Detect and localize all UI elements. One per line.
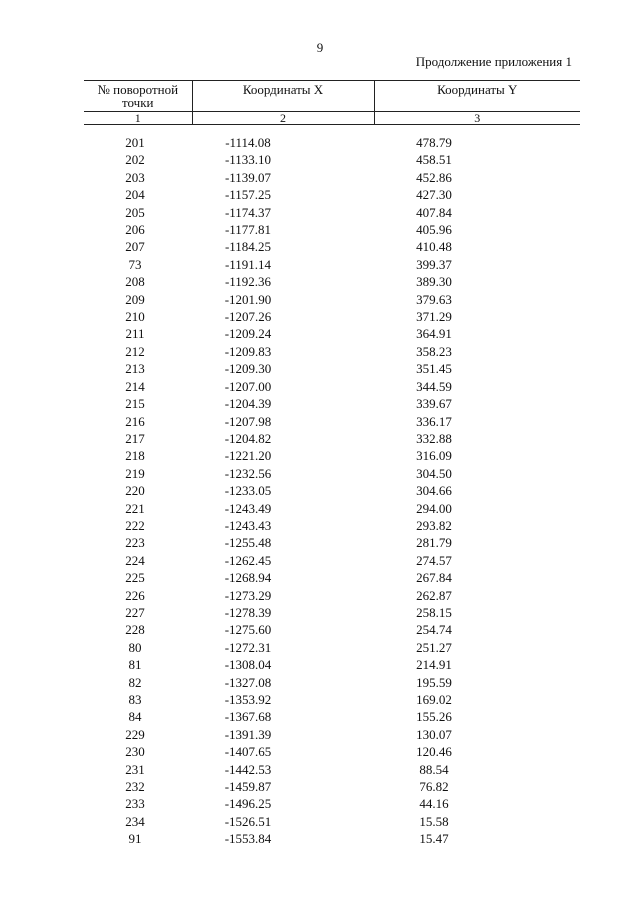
cell-coord-y: 15.47 — [419, 831, 449, 847]
cell-coord-y: 410.48 — [416, 239, 452, 255]
cell-coord-y: 15.58 — [419, 813, 449, 829]
cell-coord-x: -1221.20 — [224, 448, 272, 464]
table-row — [84, 813, 580, 830]
cell-point-number: 205 — [125, 204, 145, 220]
cell-point-number: 222 — [125, 517, 145, 533]
cell-point-number: 232 — [125, 779, 145, 795]
cell-coord-y: 262.87 — [416, 587, 452, 603]
cell-coord-y: 351.45 — [416, 361, 452, 377]
cell-coord-x: -1353.92 — [224, 692, 272, 707]
cell-coord-x: -1243.43 — [224, 517, 272, 533]
cell-coord-y: 478.79 — [416, 135, 452, 150]
table-row — [84, 656, 580, 673]
cell-coord-y: 120.46 — [416, 744, 452, 760]
cell-coord-y: 358.23 — [416, 343, 452, 359]
table-row — [84, 674, 580, 691]
table-row — [84, 343, 580, 360]
cell-coord-y: 332.88 — [416, 430, 452, 446]
cell-coord-y: 427.30 — [416, 187, 452, 203]
cell-point-number: 227 — [125, 604, 145, 620]
cell-coord-x: -1204.82 — [224, 430, 272, 446]
cell-coord-x: -1255.48 — [224, 535, 272, 551]
table-row — [84, 604, 580, 621]
cell-point-number: 225 — [125, 570, 145, 586]
cell-coord-x: -1207.26 — [224, 309, 272, 325]
cell-coord-y: 379.63 — [416, 291, 452, 307]
cell-point-number: 233 — [125, 796, 145, 812]
cell-coord-x: -1114.08 — [225, 135, 271, 150]
table-row — [84, 413, 580, 430]
cell-coord-y: 254.74 — [416, 622, 452, 638]
page-number: 9 — [316, 40, 324, 55]
table-row — [84, 204, 580, 221]
header-point-number: № поворотной точки — [84, 81, 192, 112]
table-row — [84, 325, 580, 342]
cell-coord-y: 304.50 — [416, 465, 452, 481]
column-number-2: 2 — [192, 112, 374, 125]
cell-coord-y: 371.29 — [416, 309, 452, 325]
table-body — [84, 125, 580, 848]
cell-coord-y: 458.51 — [416, 152, 452, 168]
cell-coord-y: 195.59 — [416, 674, 452, 690]
cell-point-number: 220 — [125, 483, 145, 499]
cell-coord-y: 364.91 — [416, 326, 452, 342]
table-row — [84, 447, 580, 464]
cell-point-number: 206 — [125, 222, 145, 238]
table-row — [84, 465, 580, 482]
cell-coord-x: -1191.14 — [224, 256, 272, 272]
cell-coord-y: 304.66 — [416, 483, 452, 499]
cell-point-number: 221 — [125, 500, 145, 516]
table-row — [84, 726, 580, 743]
cell-coord-x: -1275.60 — [224, 622, 272, 638]
cell-point-number: 84 — [128, 709, 142, 725]
table-spacer — [84, 125, 580, 135]
cell-point-number: 80 — [128, 639, 142, 655]
table-row — [84, 482, 580, 499]
cell-point-number: 218 — [125, 448, 145, 464]
cell-coord-x: -1526.51 — [224, 813, 272, 829]
header-coord-x: Координаты X — [192, 81, 374, 112]
table-row — [84, 151, 580, 168]
cell-point-number: 209 — [125, 291, 145, 307]
cell-coord-x: -1207.98 — [224, 413, 272, 429]
cell-coord-y: 214.91 — [416, 657, 452, 673]
cell-coord-y: 281.79 — [416, 535, 452, 551]
cell-coord-x: -1243.49 — [224, 500, 272, 516]
table-row — [84, 291, 580, 308]
cell-point-number: 217 — [125, 430, 145, 446]
cell-coord-y: 274.57 — [416, 552, 452, 568]
cell-coord-y: 452.86 — [416, 169, 452, 185]
table-row — [84, 552, 580, 569]
table-row — [84, 587, 580, 604]
table-row — [84, 169, 580, 186]
table-row — [84, 621, 580, 638]
cell-coord-y: 258.15 — [416, 604, 452, 620]
column-number-3: 3 — [374, 112, 580, 125]
cell-point-number: 81 — [128, 657, 142, 673]
table-row — [84, 778, 580, 795]
cell-coord-x: -1204.39 — [224, 396, 272, 412]
coordinates-table — [84, 80, 580, 848]
cell-coord-y: 405.96 — [416, 222, 452, 238]
cell-coord-y: 251.27 — [416, 639, 452, 655]
header-coord-y: Координаты Y — [374, 81, 580, 112]
cell-point-number: 83 — [128, 692, 142, 707]
cell-coord-x: -1459.87 — [224, 779, 272, 795]
cell-point-number: 224 — [125, 552, 145, 568]
cell-coord-x: -1174.37 — [224, 204, 272, 220]
cell-coord-x: -1209.30 — [224, 361, 272, 377]
table-row — [84, 830, 580, 847]
cell-coord-y: 407.84 — [416, 204, 452, 220]
cell-point-number: 223 — [125, 535, 145, 551]
cell-point-number: 215 — [125, 396, 145, 412]
column-number-1: 1 — [84, 112, 192, 125]
table-row — [84, 430, 580, 447]
cell-point-number: 204 — [125, 187, 145, 203]
table-row — [84, 221, 580, 238]
cell-point-number: 203 — [125, 169, 145, 185]
table-row — [84, 256, 580, 273]
cell-coord-y: 88.54 — [419, 761, 449, 777]
cell-coord-y: 294.00 — [416, 500, 452, 516]
cell-coord-x: -1133.10 — [224, 152, 272, 168]
cell-coord-y: 155.26 — [416, 709, 452, 725]
continuation-label: Продолжение приложения 1 — [415, 54, 572, 69]
cell-point-number: 231 — [125, 761, 145, 777]
cell-coord-x: -1232.56 — [224, 465, 272, 481]
table-row — [84, 639, 580, 656]
cell-coord-x: -1157.25 — [224, 187, 272, 203]
cell-point-number: 212 — [125, 343, 145, 359]
cell-coord-y: 339.67 — [416, 396, 452, 412]
cell-coord-x: -1177.81 — [224, 222, 272, 238]
cell-coord-x: -1496.25 — [224, 796, 272, 812]
cell-coord-y: 399.37 — [416, 256, 452, 272]
cell-coord-x: -1273.29 — [224, 587, 272, 603]
cell-point-number: 82 — [128, 674, 142, 690]
table-row — [84, 761, 580, 778]
table-row — [84, 395, 580, 412]
cell-coord-x: -1192.36 — [224, 274, 272, 290]
cell-coord-y: 344.59 — [416, 378, 452, 394]
table-row — [84, 534, 580, 551]
cell-coord-x: -1553.84 — [224, 831, 272, 847]
table-row — [84, 517, 580, 534]
cell-coord-y: 76.82 — [419, 779, 449, 795]
table-header — [84, 81, 580, 125]
table-row — [84, 691, 580, 708]
cell-point-number: 202 — [125, 152, 145, 168]
cell-coord-x: -1207.00 — [224, 378, 272, 394]
cell-point-number: 208 — [125, 274, 145, 290]
table-row — [84, 378, 580, 395]
cell-point-number: 219 — [125, 465, 145, 481]
cell-coord-x: -1139.07 — [224, 169, 272, 185]
table-row — [84, 186, 580, 203]
cell-coord-y: 267.84 — [416, 570, 452, 586]
cell-coord-y: 336.17 — [416, 413, 452, 429]
table-row — [84, 708, 580, 725]
cell-point-number: 210 — [125, 309, 145, 325]
table-row — [84, 238, 580, 255]
table-row — [84, 795, 580, 812]
table-row — [84, 360, 580, 377]
cell-coord-x: -1233.05 — [224, 483, 272, 499]
cell-coord-y: 44.16 — [419, 796, 449, 812]
cell-point-number: 73 — [128, 256, 142, 272]
cell-coord-x: -1268.94 — [224, 570, 272, 586]
cell-coord-y: 389.30 — [416, 274, 452, 290]
table-row — [84, 500, 580, 517]
cell-point-number: 234 — [125, 813, 145, 829]
cell-coord-x: -1262.45 — [224, 552, 272, 568]
table-row — [84, 273, 580, 290]
cell-point-number: 216 — [125, 413, 145, 429]
cell-point-number: 214 — [125, 378, 145, 394]
cell-point-number: 229 — [125, 726, 145, 742]
cell-coord-x: -1278.39 — [224, 604, 272, 620]
cell-coord-x: -1407.65 — [224, 744, 272, 760]
cell-coord-y: 169.02 — [416, 692, 452, 707]
cell-point-number: 213 — [125, 361, 145, 377]
cell-coord-x: -1442.53 — [224, 761, 272, 777]
cell-coord-x: -1308.04 — [224, 657, 272, 673]
cell-coord-x: -1327.08 — [224, 674, 272, 690]
cell-coord-y: 293.82 — [416, 517, 452, 533]
cell-point-number: 226 — [125, 587, 145, 603]
cell-coord-x: -1272.31 — [224, 639, 272, 655]
cell-coord-x: -1367.68 — [224, 709, 272, 725]
table-row — [84, 569, 580, 586]
table-row — [84, 743, 580, 760]
table-row — [84, 308, 580, 325]
cell-coord-x: -1209.83 — [224, 343, 272, 359]
table-row — [84, 134, 580, 151]
cell-point-number: 211 — [125, 326, 145, 342]
cell-coord-y: 316.09 — [416, 448, 452, 464]
cell-point-number: 228 — [125, 622, 145, 638]
cell-coord-x: -1209.24 — [224, 326, 272, 342]
cell-point-number: 207 — [125, 239, 145, 255]
cell-coord-y: 130.07 — [416, 726, 452, 742]
cell-coord-x: -1184.25 — [224, 239, 272, 255]
column-number-row — [84, 112, 580, 125]
cell-coord-x: -1391.39 — [224, 726, 272, 742]
cell-point-number: 230 — [125, 744, 145, 760]
cell-point-number: 91 — [128, 831, 142, 847]
header-row — [84, 81, 580, 112]
cell-point-number: 201 — [125, 135, 145, 150]
cell-coord-x: -1201.90 — [224, 291, 272, 307]
